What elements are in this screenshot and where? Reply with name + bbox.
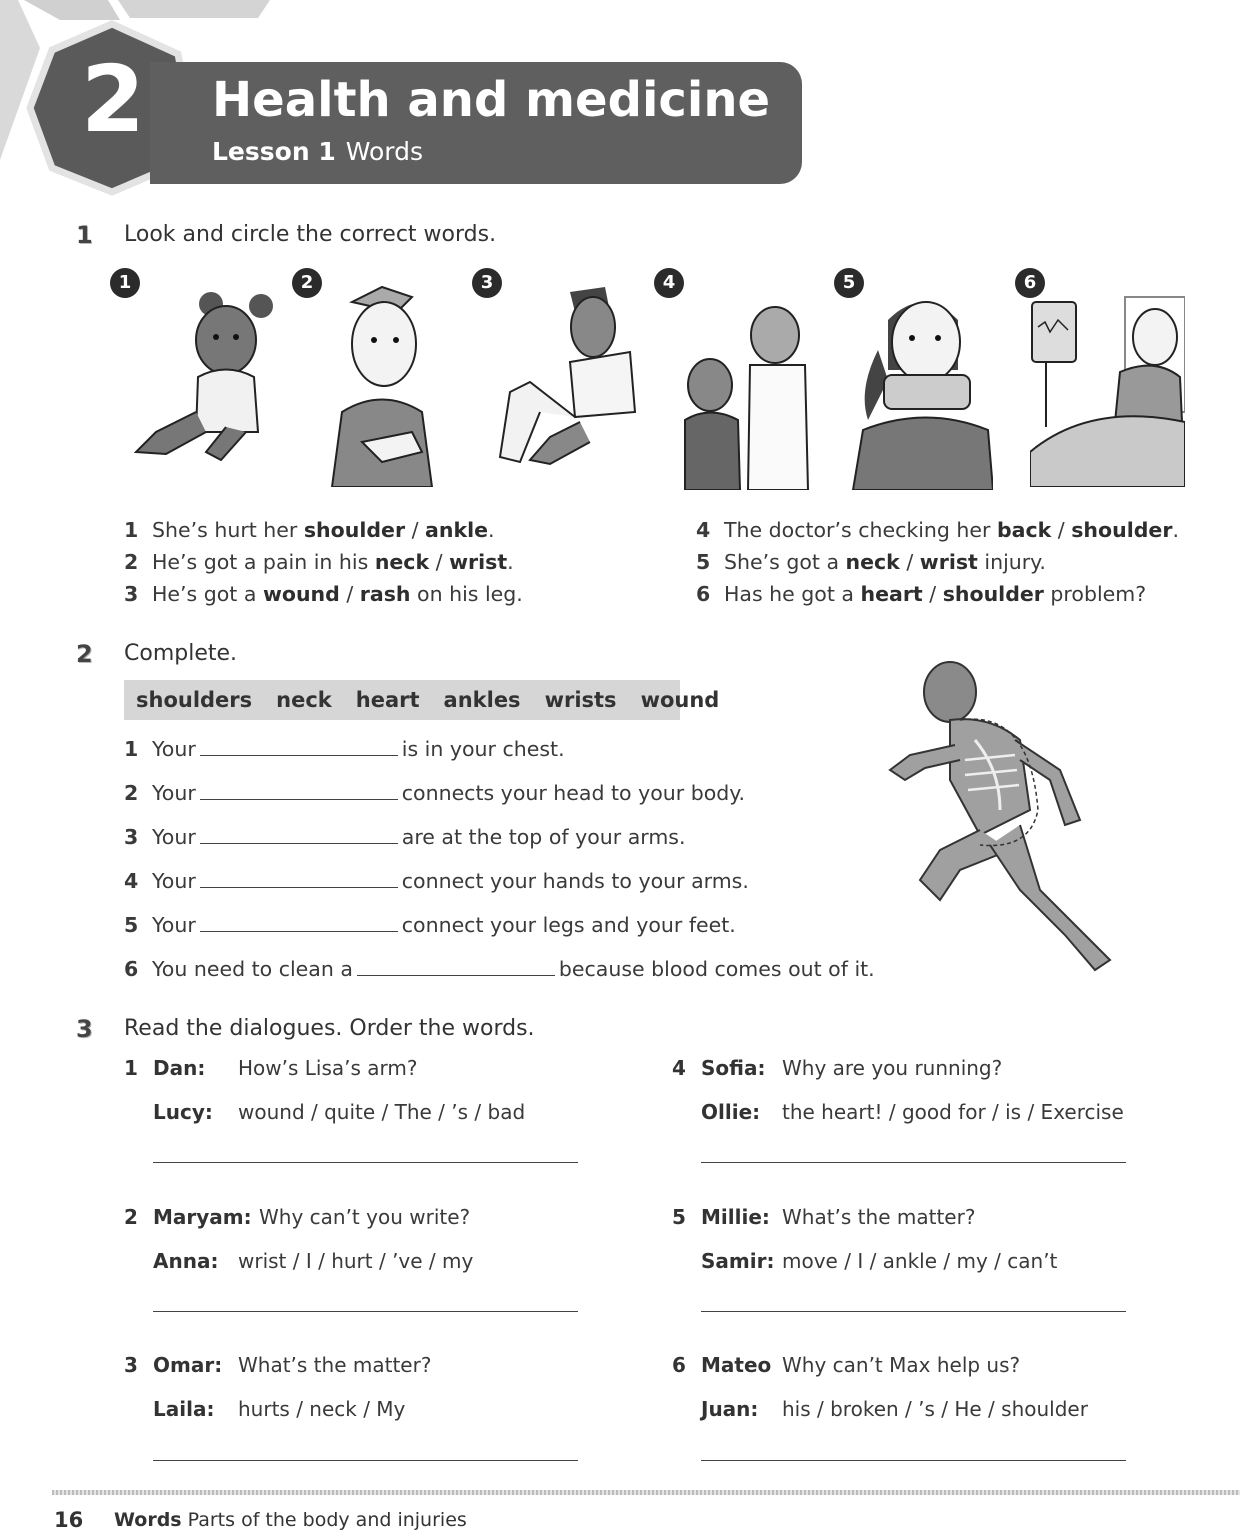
dialogue-1-answer-line[interactable] bbox=[153, 1162, 578, 1163]
footer-section: Words bbox=[114, 1509, 182, 1531]
ex2-item-6 bbox=[124, 957, 875, 981]
item-text: He’s got a pain in his bbox=[152, 550, 375, 574]
dialogue-1-speaker-2: Lucy: bbox=[153, 1100, 213, 1124]
exercise-2-instruction: Complete. bbox=[124, 641, 238, 666]
word-box bbox=[124, 680, 720, 720]
option-separator: / bbox=[405, 518, 426, 542]
item-text: The doctor’s checking her bbox=[724, 518, 997, 542]
dialogue-6-speaker-2: Juan: bbox=[701, 1397, 759, 1421]
item-text-end: . bbox=[488, 518, 495, 542]
item-text: Your bbox=[152, 825, 196, 849]
item-text: You need to clean a bbox=[152, 957, 353, 981]
answer-blank[interactable] bbox=[200, 781, 398, 800]
item-number: 3 bbox=[124, 825, 139, 849]
ex1-item-4 bbox=[696, 518, 1179, 542]
dialogue-6-speaker-1: Mateo bbox=[701, 1353, 772, 1377]
dialogue-3-speaker-1: Omar: bbox=[153, 1353, 223, 1377]
option-b[interactable]: shoulder bbox=[1071, 518, 1173, 542]
word-shoulders: shoulders bbox=[136, 688, 253, 712]
item-number: 1 bbox=[124, 518, 139, 542]
option-separator: / bbox=[339, 582, 360, 606]
dialogue-1-speaker-1: Dan: bbox=[153, 1056, 206, 1080]
option-a[interactable]: shoulder bbox=[303, 518, 406, 542]
answer-blank[interactable] bbox=[200, 825, 398, 844]
footer-caption bbox=[114, 1509, 467, 1531]
dialogue-5-answer-line[interactable] bbox=[701, 1311, 1126, 1312]
item-text-end: because blood comes out of it. bbox=[558, 957, 875, 981]
dialogue-5-number: 5 bbox=[672, 1205, 686, 1229]
dialogue-4-line-1: Why are you running? bbox=[782, 1056, 1003, 1080]
option-b[interactable]: shoulder bbox=[942, 582, 1044, 606]
lesson-topic: Words bbox=[345, 137, 424, 166]
dialogue-5-line-1: What’s the matter? bbox=[782, 1205, 976, 1229]
option-a[interactable]: wound bbox=[262, 582, 340, 606]
dialogue-5-speaker-2: Samir: bbox=[701, 1249, 775, 1273]
illustration-woman-neck-brace bbox=[848, 280, 993, 490]
dialogue-1-prompt: wound / quite / The / ’s / bad bbox=[238, 1100, 526, 1124]
page-number: 16 bbox=[54, 1508, 84, 1532]
picture-number-4: 4 bbox=[654, 268, 684, 298]
illustration-doctor-patient bbox=[680, 305, 820, 490]
item-text-end: on his leg. bbox=[410, 582, 523, 606]
answer-blank[interactable] bbox=[357, 957, 555, 976]
dialogue-3-answer-line[interactable] bbox=[153, 1460, 578, 1461]
ex2-item-1 bbox=[124, 737, 565, 761]
dialogue-2-speaker-2: Anna: bbox=[153, 1249, 219, 1273]
ex1-item-3 bbox=[124, 582, 523, 606]
item-number: 6 bbox=[124, 957, 139, 981]
dialogue-2-speaker-1: Maryam: bbox=[153, 1205, 252, 1229]
item-text: Has he got a bbox=[724, 582, 861, 606]
ex1-item-5 bbox=[696, 550, 1046, 574]
ex2-item-2 bbox=[124, 781, 745, 805]
item-text: She’s hurt her bbox=[152, 518, 304, 542]
dialogue-6-number: 6 bbox=[672, 1353, 686, 1377]
option-separator: / bbox=[922, 582, 943, 606]
illustration-boy-hospital-bed bbox=[1030, 292, 1185, 487]
dialogue-4-speaker-1: Sofia: bbox=[701, 1056, 766, 1080]
footer-divider bbox=[52, 1490, 1240, 1495]
dialogue-4-number: 4 bbox=[672, 1056, 686, 1080]
item-number: 6 bbox=[696, 582, 711, 606]
dialogue-1-number: 1 bbox=[124, 1056, 138, 1080]
option-b[interactable]: wrist bbox=[919, 550, 978, 574]
answer-blank[interactable] bbox=[200, 737, 398, 756]
dialogue-5-speaker-1: Millie: bbox=[701, 1205, 770, 1229]
running-body-illustration bbox=[880, 660, 1120, 990]
dialogue-6-line-1: Why can’t Max help us? bbox=[782, 1353, 1021, 1377]
item-text: Your bbox=[152, 737, 196, 761]
dialogue-4-prompt: the heart! / good for / is / Exercise bbox=[782, 1100, 1124, 1124]
page-title: Health and medicine bbox=[212, 72, 771, 128]
item-text: She’s got a bbox=[724, 550, 846, 574]
dialogue-2-prompt: wrist / I / hurt / ’ve / my bbox=[238, 1249, 474, 1273]
illustration-boy-leg-wound bbox=[490, 282, 640, 472]
item-number: 4 bbox=[124, 869, 139, 893]
ex2-item-5 bbox=[124, 913, 736, 937]
answer-blank[interactable] bbox=[200, 913, 398, 932]
item-text-end: . bbox=[507, 550, 514, 574]
item-text-end: connect your hands to your arms. bbox=[401, 869, 749, 893]
ex1-item-2 bbox=[124, 550, 514, 574]
word-ankles: ankles bbox=[443, 688, 521, 712]
dialogue-5-prompt: move / I / ankle / my / can’t bbox=[782, 1249, 1058, 1273]
item-number: 1 bbox=[124, 737, 139, 761]
dialogue-3-speaker-2: Laila: bbox=[153, 1397, 215, 1421]
option-separator: / bbox=[899, 550, 920, 574]
answer-blank[interactable] bbox=[200, 869, 398, 888]
word-wound: wound bbox=[640, 688, 720, 712]
dialogue-3-line-1: What’s the matter? bbox=[238, 1353, 432, 1377]
item-number: 2 bbox=[124, 781, 139, 805]
option-separator: / bbox=[429, 550, 450, 574]
option-a[interactable]: heart bbox=[860, 582, 923, 606]
lesson-subtitle bbox=[212, 137, 423, 166]
option-b[interactable]: rash bbox=[359, 582, 411, 606]
exercise-2-number: 2 bbox=[76, 640, 93, 668]
option-separator: / bbox=[1051, 518, 1072, 542]
word-neck: neck bbox=[276, 688, 332, 712]
dialogue-4-answer-line[interactable] bbox=[701, 1162, 1126, 1163]
dialogue-4-speaker-2: Ollie: bbox=[701, 1100, 761, 1124]
item-text-end: are at the top of your arms. bbox=[401, 825, 686, 849]
exercise-3-instruction: Read the dialogues. Order the words. bbox=[124, 1016, 535, 1041]
item-text-end: connects your head to your body. bbox=[401, 781, 745, 805]
word-wrists: wrists bbox=[544, 688, 617, 712]
item-text-end: problem? bbox=[1043, 582, 1147, 606]
option-a[interactable]: neck bbox=[845, 550, 900, 574]
item-number: 3 bbox=[124, 582, 139, 606]
picture-number-1: 1 bbox=[110, 268, 140, 298]
dialogue-6-prompt: his / broken / ’s / He / shoulder bbox=[782, 1397, 1088, 1421]
footer-topic: Parts of the body and injuries bbox=[187, 1509, 467, 1531]
item-text-end: is in your chest. bbox=[401, 737, 565, 761]
option-a[interactable]: neck bbox=[374, 550, 430, 574]
dialogue-2-answer-line[interactable] bbox=[153, 1311, 578, 1312]
dialogue-3-number: 3 bbox=[124, 1353, 138, 1377]
exercise-1-number: 1 bbox=[76, 221, 93, 249]
illustration-boy-wrist bbox=[322, 282, 442, 487]
illustration-girl-ankle bbox=[126, 282, 276, 472]
dialogue-2-line-1: Why can’t you write? bbox=[259, 1205, 471, 1229]
option-b[interactable]: ankle bbox=[425, 518, 489, 542]
item-text: He’s got a bbox=[152, 582, 263, 606]
item-number: 5 bbox=[124, 913, 139, 937]
item-text: Your bbox=[152, 869, 196, 893]
picture-number-6: 6 bbox=[1015, 268, 1045, 298]
ex1-item-1 bbox=[124, 518, 495, 542]
unit-number: 2 bbox=[80, 46, 145, 153]
exercise-1-instruction: Look and circle the correct words. bbox=[124, 222, 497, 247]
item-text-end: injury. bbox=[977, 550, 1046, 574]
option-a[interactable]: back bbox=[996, 518, 1052, 542]
picture-number-5: 5 bbox=[834, 268, 864, 298]
item-text: Your bbox=[152, 913, 196, 937]
item-number: 2 bbox=[124, 550, 139, 574]
item-text-end: connect your legs and your feet. bbox=[401, 913, 736, 937]
dialogue-6-answer-line[interactable] bbox=[701, 1460, 1126, 1461]
ex2-item-3 bbox=[124, 825, 686, 849]
item-number: 4 bbox=[696, 518, 711, 542]
ex1-item-6 bbox=[696, 582, 1146, 606]
picture-number-3: 3 bbox=[472, 268, 502, 298]
exercise-3-number: 3 bbox=[76, 1015, 93, 1043]
dialogue-3-prompt: hurts / neck / My bbox=[238, 1397, 406, 1421]
item-text: Your bbox=[152, 781, 196, 805]
dialogue-2-number: 2 bbox=[124, 1205, 138, 1229]
option-b[interactable]: wrist bbox=[449, 550, 508, 574]
ex2-item-4 bbox=[124, 869, 749, 893]
lesson-label: Lesson 1 bbox=[212, 137, 336, 166]
dialogue-1-line-1: How’s Lisa’s arm? bbox=[238, 1056, 418, 1080]
item-text-end: . bbox=[1172, 518, 1179, 542]
item-number: 5 bbox=[696, 550, 711, 574]
word-heart: heart bbox=[355, 688, 420, 712]
picture-number-2: 2 bbox=[292, 268, 322, 298]
